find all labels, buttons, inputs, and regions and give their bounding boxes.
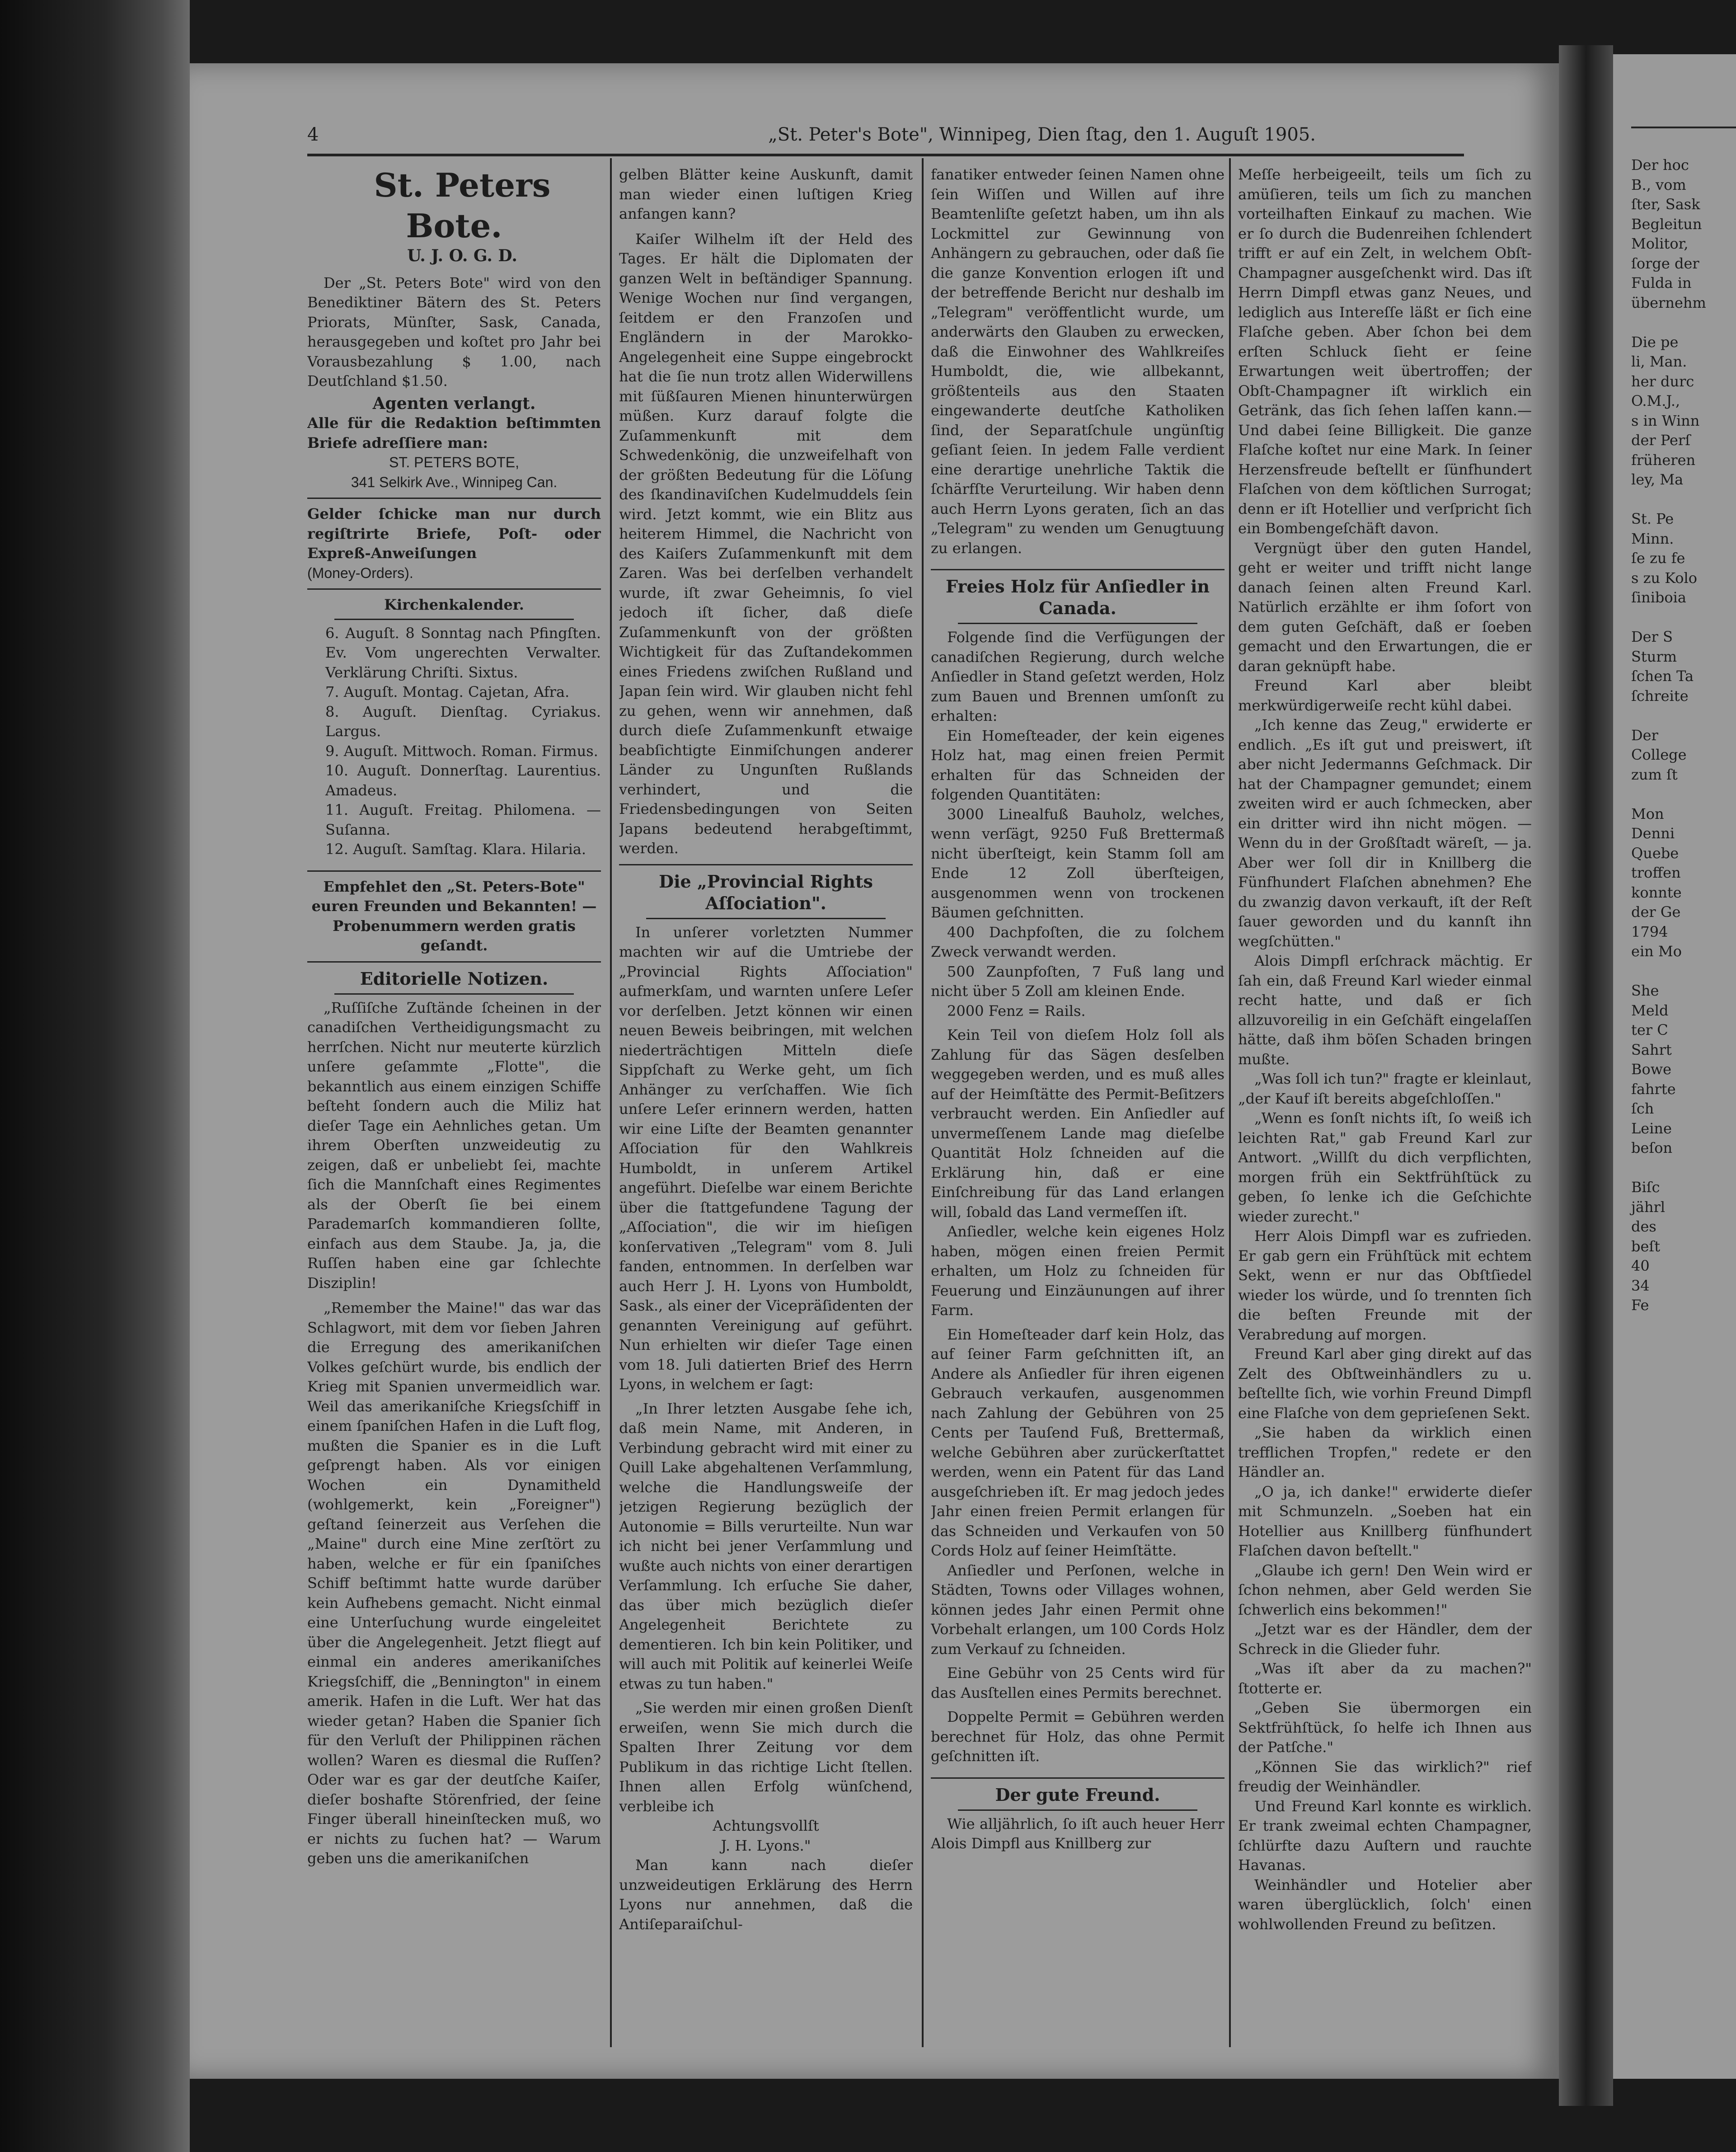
facing-page-line: ſorge der bbox=[1631, 254, 1699, 272]
facing-page-line: übernehm bbox=[1631, 294, 1706, 311]
article-paragraph: Ein Homeſteader darf kein Holz, das auf ſeiner Farm geſchnitten iſt, an Andere als Anſiedler für ihren eigenen Gebrauch verkaufen, ausgenommen nach Zahlung der Gebühren von 25 Cents per Tauſend Fuß, Brettermaß, welche Gebühren aber zurückerſtattet werden, wenn ein Patent für das Land ausgeſchrieben iſt. Er mag jedoch jedes Jahr einen freien Permit erlangen für das Schneiden und Verkaufen von 50 Cords Holz auf ſeiner Heimſtätte. bbox=[931, 1325, 1225, 1559]
facing-page-line bbox=[1631, 962, 1736, 982]
letters-note: Alle für die Redaktion beſtimmten Briefe adreſſiere man: bbox=[307, 414, 601, 451]
divider bbox=[646, 918, 886, 919]
facing-page-fragment bbox=[1613, 54, 1736, 2079]
divider bbox=[931, 1777, 1225, 1779]
address-name: ST. PETERS BOTE, bbox=[389, 454, 520, 470]
article-paragraph: 2000 Fenz = Rails. bbox=[947, 1002, 1086, 1020]
facing-page-line: Biſc bbox=[1631, 1179, 1660, 1196]
calendar-title: Kirchenkalender. bbox=[384, 596, 524, 613]
article-title: Der gute Freund. bbox=[995, 1784, 1160, 1805]
facing-page-line: s zu Kolo bbox=[1631, 569, 1698, 587]
facing-page-line: Der S bbox=[1631, 628, 1673, 645]
article-paragraph: „Sie werden mir einen großen Dienſt erweiſen, wenn Sie mich durch die Spalten Ihrer Zeitung vor dem Publikum in das richtige Licht ſtellen. Ihnen allen Erfolg wünſchend, verbleibe ich bbox=[619, 1699, 913, 1815]
calendar-entry: 12. Auguſt. Samſtag. Klara. Hilaria. bbox=[325, 841, 586, 858]
facing-page-line: 34 bbox=[1631, 1277, 1650, 1294]
facing-page-line: Meld bbox=[1631, 1001, 1669, 1019]
column-1 bbox=[307, 165, 601, 2040]
facing-page-line bbox=[1631, 608, 1736, 628]
facing-page-line: früheren bbox=[1631, 451, 1696, 469]
facing-page-line: s in Winn bbox=[1631, 412, 1700, 429]
address-street: 341 Selkirk Ave., Winnipeg Can. bbox=[351, 474, 558, 490]
story-paragraph: „Was ſoll ich tun?" fragte er kleinlaut, „der Kauf iſt bereits abgeſchloſſen." bbox=[1238, 1070, 1532, 1107]
story-paragraph: „Glaube ich gern! Den Wein wird er ſchon nehmen, aber Geld werden Sie ſchwerlich eins bekommen!" bbox=[1238, 1561, 1532, 1618]
facing-page-line: ſiniboia bbox=[1631, 589, 1686, 606]
facing-page-line: O.M.J., bbox=[1631, 392, 1680, 409]
story-paragraph: „Ich kenne das Zeug," erwiderte er endlich. „Es iſt gut und preiswert, iſt aber nicht Jedermanns Geſchmack. Dir hat der Champagner gemundet; einem zweiten wird er auch ſchmecken, aber ein dritter wird ihn nicht mögen. — Wenn du in der Großſtadt wäreſt, — ja. Aber wer ſoll dir in Knillberg die Fünfhundert Flaſchen abnehmen? Ehe du zwanzig davon verkauft, iſt der Reſt ſauer geworden und du kannſt ihn wegſchütten." bbox=[1238, 716, 1532, 950]
article-title: Freies Holz für Anſiedler in Canada. bbox=[945, 576, 1210, 618]
facing-page-line: Denni bbox=[1631, 825, 1675, 842]
calendar-entry: 9. Auguſt. Mittwoch. Roman. Firmus. bbox=[325, 742, 598, 760]
facing-page-line: troffen bbox=[1631, 864, 1681, 881]
divider bbox=[958, 1809, 1197, 1811]
facing-page-line: fahrte bbox=[1631, 1080, 1676, 1098]
facing-page-line bbox=[1631, 706, 1736, 726]
facing-page-line: She bbox=[1631, 982, 1659, 999]
facing-page-line: B., vom bbox=[1631, 176, 1686, 193]
story-paragraph: „Wenn es ſonſt nichts iſt, ſo weiß ich leichten Rat," gab Freund Karl zur Antwort. „Willſt du dich verpflichten, morgen früh ein Sektfrühſtück zu geben, ſo lenke ich die Geſchichte wieder zurecht." bbox=[1238, 1109, 1532, 1225]
masthead-motto: U. J. O. G. D. bbox=[407, 246, 517, 265]
facing-page-line: Der bbox=[1631, 726, 1658, 744]
story-paragraph: Vergnügt über den guten Handel, geht er weiter und trifft nicht lange danach ſeinen alten Freund Karl. Natürlich erzählte er ihm ſofort von dem guten Geſchäft, daß er ſoeben gemacht und den Erwartungen, die er daran geknüpft habe. bbox=[1238, 539, 1532, 675]
article-paragraph: Wie alljährlich, ſo iſt auch heuer Herr Alois Dimpfl aus Knillberg zur bbox=[931, 1815, 1225, 1852]
facing-page-line: konnte bbox=[1631, 883, 1682, 901]
facing-page-line: 40 bbox=[1631, 1257, 1650, 1274]
facing-page-line: Begleitun bbox=[1631, 215, 1702, 233]
story-paragraph: Weinhändler und Hotelier aber waren überglücklich, ſolch' einen wohlwollenden Freund zu beſitzen. bbox=[1238, 1876, 1532, 1933]
facing-page-line: Die pe bbox=[1631, 333, 1679, 351]
article-paragraph: Ein Homeſteader, der kein eigenes Holz hat, mag einen freien Permit erhalten für das Schneiden der folgenden Quantitäten: bbox=[931, 727, 1225, 803]
article-paragraph: Man kann nach dieſer unzweideutigen Erklärung des Herrn Lyons nur annehmen, daß die Antiſeparaiſchul- bbox=[619, 1856, 913, 1933]
article-paragraph: In unſerer vorletzten Nummer machten wir auf die Umtriebe der „Provincial Rights Aſſociation" aufmerkſam, und warnten unſere Leſer vor derſelben. Jetzt können wir einen neuen Beweis beibringen, mit welchen niederträchtigen Mitteln dieſe Sippſchaft zu Werke geht, um ſich Anhänger zu verſchaffen. Wie ſich unſere Leſer erinnern werden, hatten wir eine Liſte der Beamten genannter Aſſociation für den Wahlkreis Humboldt, in unſerem Artikel angeführt. Dieſelbe war einem Berichte über die ſtattgefundene Tagung der „Aſſociation", die wir im hieſigen konſervativen „Telegram" vom 8. Juli fanden, entnommen. In derſelben war auch Herr J. H. Lyons von Humboldt, Sask., als einer der Vicepräſidenten der genannten Vereinigung auf geführt. Nun erhielten wir dieſer Tage einen vom 18. Juli datierten Brief des Herrn Lyons, in welchem er ſagt: bbox=[619, 923, 913, 1393]
article-paragraph: „In Ihrer letzten Ausgabe ſehe ich, daß mein Name, mit Anderen, in Verbindung gebracht wird mit einer zu Quill Lake abgehaltenen Verſammlung, welche die Handlungsweiſe der jetzigen Regierung bezüglich der Autonomie = Bills verurteilte. Nun war ich nicht bei jener Verſammlung und wußte auch nichts von einer derartigen Verſammlung. Ich erſuche Sie daher, das über mich bezüglich dieſer Angelegenheit Berichtete zu dementieren. Ich bin kein Politiker, und will auch mit Politik auf keinerlei Weiſe etwas zu tun haben." bbox=[619, 1400, 913, 1692]
money-note: Gelder ſchicke man nur durch regiſtrirte Briefe, Poſt- oder Expreß-Anweiſungen bbox=[307, 505, 601, 562]
divider bbox=[958, 623, 1197, 624]
facing-page-line: beſt bbox=[1631, 1237, 1661, 1255]
facing-page-text bbox=[1631, 54, 1736, 1316]
running-head-title: „St. Peter's Bote", Winnipeg, Dien ſtag, den 1. Auguſt 1905. bbox=[768, 124, 1316, 145]
facing-page-line: Sahrt bbox=[1631, 1041, 1672, 1058]
column-rule-1 bbox=[610, 158, 612, 2047]
article-paragraph: Anſiedler, welche kein eigenes Holz haben, mögen einen freien Permit erhalten, um Holz zu ſchneiden für Feuerung und Einzäunungen auf ihrer Farm. bbox=[931, 1223, 1225, 1319]
article-paragraph: 3000 Linealfuß Bauholz, welches, wenn verſägt, 9250 Fuß Brettermaß nicht überſteigt, kein Stamm ſoll am Ende 12 Zoll überſteigen, ausgenommen wenn von trockenen Bäumen geſchnitten. bbox=[931, 805, 1225, 921]
newspaper-page bbox=[190, 63, 1559, 2079]
signature-name: J. H. Lyons." bbox=[721, 1837, 811, 1854]
story-paragraph: „Geben Sie übermorgen ein Sektfrühſtück, ſo helfe ich Ihnen aus der Patſche." bbox=[1238, 1699, 1532, 1756]
facing-page-line: ſe zu fe bbox=[1631, 550, 1685, 567]
divider bbox=[307, 588, 601, 590]
facing-page-line bbox=[1631, 313, 1736, 333]
article-paragraph: 500 Zaunpfoſten, 7 Fuß lang und nicht über 5 Zoll am kleinen Ende. bbox=[931, 963, 1225, 1000]
editorial-title: Editorielle Notizen. bbox=[360, 968, 549, 989]
divider bbox=[931, 569, 1225, 570]
divider bbox=[334, 993, 574, 995]
facing-page-line: jährl bbox=[1631, 1198, 1666, 1216]
facing-page-line: College bbox=[1631, 746, 1687, 763]
facing-page-line: Sturm bbox=[1631, 648, 1677, 665]
facing-page-line bbox=[1631, 1158, 1736, 1178]
divider bbox=[334, 619, 574, 620]
facing-page-line: zum ſt bbox=[1631, 766, 1678, 783]
article-paragraph: Doppelte Permit = Gebühren werden berechnet für Holz, das ohne Permit geſchnitten iſt. bbox=[931, 1708, 1225, 1765]
story-paragraph: Alois Dimpfl erſchrack mächtig. Er ſah ein, daß Freund Karl wieder einmal recht hatte, und daß er ſich allzuvoreilig in ein Geſchäft eingelaſſen hätte, daß ihm böſen Schaden bringen mußte. bbox=[1238, 952, 1532, 1068]
book-spine-edge bbox=[0, 0, 190, 2152]
article-paragraph: Anſiedler und Perſonen, welche in Städten, Towns oder Villages wohnen, können jedes Jahr einen Permit ohne Vorbehalt erlangen, um 100 Cords Holz zum Verkauf zu ſchneiden. bbox=[931, 1561, 1225, 1658]
divider bbox=[307, 498, 601, 499]
story-paragraph: „Was iſt aber da zu machen?" ſtotterte er. bbox=[1238, 1660, 1532, 1697]
article-paragraph: Folgende ſind die Verfügungen der canadiſchen Regierung, durch welche Anſiedler in Stand geſetzt werden, Holz zum Bauen und Brennen umſonſt zu erhalten: bbox=[931, 629, 1225, 724]
column-rule-2 bbox=[922, 158, 924, 2047]
book-gutter bbox=[1559, 45, 1613, 2106]
facing-page-line: her durc bbox=[1631, 372, 1694, 390]
article-paragraph: fanatiker entweder ſeinen Namen ohne ſein Wiſſen und Willen auf ihre Beamtenliſte geſetzt haben, um ihn als Lockmittel zur Gewinnung von Anhängern zu gebrauchen, oder daß ſie die ganze Konvention erlogen iſt und der betreffende Bericht nur deshalb im „Telegram" veröffentlicht wurde, um anderwärts den Glauben zu erwecken, daß die Einwohner des Wahlkreiſes Humboldt, die, wie allbekannt, größtenteils aus den Staaten eingewanderte deutſche Katholiken ſind, der Separatſchule ungünſtig geſiant ſeien. In jedem Falle verdient eine derartige unehrliche Taktik die ſchärfſte Verurteilung. Wir haben denn auch Herrn Lyons geraten, ſich an das „Telegram" zu wenden um Genugtuung zu erlangen. bbox=[931, 166, 1225, 557]
article-paragraph: Eine Gebühr von 25 Cents wird für das Ausſtellen eines Permits berechnet. bbox=[931, 1664, 1225, 1701]
story-paragraph: „O ja, ich danke!" erwiderte dieſer mit Schmunzeln. „Soeben hat ein Hotellier aus Knillberg fünfhundert Flaſchen davon beſtellt." bbox=[1238, 1483, 1532, 1559]
story-paragraph: Freund Karl aber ging direkt auf das Zelt des Obſtweinhändlers zu u. beſtellte ſich, wie vorhin Freund Dimpfl eine Flaſche von dem geprieſenen Sekt. bbox=[1238, 1345, 1532, 1422]
facing-page-line: 1794 bbox=[1631, 923, 1668, 940]
facing-page-line: ein Mo bbox=[1631, 943, 1682, 960]
story-paragraph: „Sie haben da wirklich einen trefflichen Tropfen," redete er den Händler an. bbox=[1238, 1424, 1532, 1480]
facing-page-line: der Perſ bbox=[1631, 432, 1691, 449]
column-2 bbox=[619, 165, 913, 2040]
editorial-paragraph: „Remember the Maine!" das war das Schlagwort, mit dem vor ſieben Jahren die Erregung des amerikaniſchen Volkes geſchürt wurde, bis endlich der Krieg mit Spanien unvermeidlich war. Weil das amerikaniſche Kriegsſchiff in einem ſpaniſchen Hafen in die Luft flog, mußten die Spanier es in die Luft geſprengt haben. Als vor einigen Wochen ein Dynamitheld (wohlgemerkt, kein „Foreigner") geſtand ſeinerzeit aus Verſehen die „Maine" durch eine Mine zerſtört zu haben, welche er für ein ſpaniſches Schiff beſtimmt hatte wurde darüber kein Aufhebens gemacht. Nicht einmal eine Unterſuchung wurde eingeleitet über die Angelegenheit. Jetzt fliegt auf einmal ein anderes amerikaniſches Kriegsſchiff, die „Bennington" in einem amerik. Hafen in die Luft. Wer hat das wieder getan? Haben die Spanier ſich für den Verluſt der Philippinen rächen wollen? Waren es diesmal die Ruſſen? Oder war es gar der deutſche Kaiſer, dieſer boshafte Störenfried, der ſeine Finger überall hineinſtecken muß, wo er nichts zu ſuchen hat? — Warum geben uns die amerikaniſchen bbox=[307, 1299, 601, 1867]
facing-page-line: Bowe bbox=[1631, 1061, 1672, 1078]
intro-text: Der „St. Peters Bote" wird von den Benediktiner Bätern des St. Peters Priorats, Münſter, Sask, Canada, herausgegeben und koſtet pro Jahr bei Vorausbezahlung $ 1.00, nach Deutſchland $1.50. bbox=[307, 274, 601, 390]
story-paragraph: Und Freund Karl konnte es wirklich. Er trank zweimal echten Champagner, ſchlürfte dazu Auſtern und rauchte Havanas. bbox=[1238, 1797, 1532, 1874]
agents-wanted: Agenten verlangt. bbox=[372, 394, 536, 413]
story-paragraph: Herr Alois Dimpfl war es zufrieden. Er gab gern ein Frühſtück mit echtem Sekt, wenn er nur das Obſtſiedel wieder los würde, und ſo trennten ſich die beſten Freunde mit der Verabredung auf morgen. bbox=[1238, 1227, 1532, 1343]
story-paragraph: „Jetzt war es der Händler, dem der Schreck in die Glieder fuhr. bbox=[1238, 1621, 1532, 1658]
money-orders: (Money-Orders). bbox=[307, 564, 413, 581]
facing-page-line: ſch bbox=[1631, 1100, 1654, 1117]
article-paragraph: gelben Blätter keine Auskunft, damit man wieder einen luſtigen Krieg anfangen kann? bbox=[619, 166, 913, 222]
signature-line: Achtungsvollſt bbox=[713, 1817, 819, 1834]
story-paragraph: Meſſe herbeigeeilt, teils um ſich zu amüſieren, teils um ſich zu manchen vorteilhaften Einkauf zu machen. Wie er ſo durch die Budenreihen ſchlendert trifft er auf ein Zelt, in welchem Obſt-Champagner ausgeſchenkt wird. Das iſt Herrn Dimpfl etwas ganz Neues, und lediglich aus Intereſſe läßt er ſich eine Flaſche geben. Aber ſchon bei dem erſten Schluck ſieht er ſeine Erwartungen weit übertroffen; der Obſt-Champagner iſt wirklich ein Getränk, das ſich ſehen laſſen kann.— Und dabei ſeine Billigkeit. Die ganze Flaſche koſtet nur eine Mark. In ſeiner Herzensfreude beſtellt er ſünfhundert Flaſchen von dem köſtlichen Surrogat; denn er iſt Hotellier und verſpricht ſich ein Bombengeſchäft davon. bbox=[1238, 166, 1532, 537]
calendar-entry: 10. Auguſt. Donnerſtag. Laurentius. Amadeus. bbox=[325, 762, 601, 799]
column-3 bbox=[931, 165, 1225, 2040]
facing-page-line: Quebe bbox=[1631, 844, 1679, 862]
facing-page-line: St. Pe bbox=[1631, 510, 1674, 527]
divider bbox=[307, 870, 601, 872]
facing-page-line: der Ge bbox=[1631, 903, 1681, 921]
facing-page-line: des bbox=[1631, 1218, 1656, 1235]
article-paragraph: Kein Teil von dieſem Holz ſoll als Zahlung für das Sägen desſelben weggegeben werden, und es muß alles auf der Heimſtätte des Permit-Beſitzers verbraucht werden. Ein Anſiedler auf unvermeſſenem Lande mag dieſelbe Quantität Holz ſchneiden auf die Erklärung hin, daß er eine Einſchreibung für das Land erlangen will, ſobald das Land vermeſſen iſt. bbox=[931, 1026, 1225, 1221]
column-rule-3 bbox=[1229, 158, 1231, 2047]
calendar-entry: 11. Auguſt. Freitag. Philomena. — Suſanna. bbox=[325, 801, 601, 838]
column-4 bbox=[1238, 165, 1532, 2040]
facing-page-line bbox=[1631, 490, 1736, 510]
calendar-entry: 7. Auguſt. Montag. Cajetan, Afra. bbox=[325, 683, 570, 700]
facing-page-line: Fe bbox=[1631, 1297, 1649, 1314]
facing-page-line: ſchen Ta bbox=[1631, 667, 1694, 685]
facing-page-line: Leine bbox=[1631, 1119, 1672, 1137]
calendar-entry: 8. Auguſt. Dienſtag. Cyriakus. Largus. bbox=[325, 703, 601, 740]
divider bbox=[307, 961, 601, 963]
facing-page-line: ter C bbox=[1631, 1021, 1668, 1038]
calendar-entry: 6. Auguſt. 8 Sonntag nach Pfingſten. Ev. Vom ungerechten Verwalter. Verklärung Chriſti. Sixtus. bbox=[325, 624, 601, 681]
article-paragraph: Kaiſer Wilhelm iſt der Held des Tages. Er hält die Diplomaten der ganzen Welt in beſtändiger Spannung. Wenige Wochen nur ſind vergangen, ſeitdem er den Franzoſen und Engländern in der Marokko-Angelegenheit eine Suppe eingebrockt hat die ſie nun trotz allen Widerwillens mit ſüßſauren Mienen hinunterwürgen müßen. Kurz darauf folgte die Zuſammenkunft mit dem Schwedenkönig, die unzweifelhaft von der größten Bedeutung für die Löſung des ſkandinaviſchen Kudelmuddels ſein wird. Jetzt kommt, wie ein Blitz aus heiterem Himmel, die Nachricht von des Kaiſers Zuſammenkunft mit dem Zaren. Was bei derſelben verhandelt wurde, iſt zwar Geheimnis, ſo viel jedoch iſt ſicher, daß dieſe Zuſammenkunft von der größten Wichtigkeit für das Zuſtandekommen eines Friedens zwiſchen Rußland und Japan ſein wird. Wir glauben nicht fehl zu gehen, wenn wir annehmen, daß durch dieſe Zuſammenkunft etwaige beabſichtigte Einmiſchungen anderer Länder zu Ungunſten Rußlands verhindert, und die Friedensbedingungen von Seiten Japans bedeutend herabgeſtimmt, werden. bbox=[619, 230, 913, 857]
divider bbox=[1631, 127, 1736, 128]
page-number: 4 bbox=[307, 124, 319, 145]
story-paragraph: „Können Sie das wirklich?" rief freudig der Weinhändler. bbox=[1238, 1758, 1532, 1795]
recommend-note: Empfehlet den „St. Peters-Bote" euren Freunden und Bekannten! — Probenummern werden gratis geſandt. bbox=[311, 878, 597, 954]
facing-page-line: Minn. bbox=[1631, 530, 1674, 547]
facing-page-line: Fulda in bbox=[1631, 274, 1692, 291]
story-paragraph: Freund Karl aber bleibt merkwürdigerweiſe recht kühl dabei. bbox=[1238, 677, 1532, 714]
facing-page-line: ſchreite bbox=[1631, 687, 1689, 705]
facing-page-line: ley, Ma bbox=[1631, 471, 1684, 488]
facing-page-line: Molitor, bbox=[1631, 235, 1689, 252]
facing-page-line: beſon bbox=[1631, 1139, 1673, 1156]
facing-page-line: Mon bbox=[1631, 805, 1664, 822]
header-rule bbox=[307, 154, 1464, 156]
facing-page-line bbox=[1631, 785, 1736, 804]
article-paragraph: 400 Dachpfoſten, die zu ſolchem Zweck verwandt werden. bbox=[931, 923, 1225, 960]
masthead: St. Peters Bote. bbox=[374, 166, 551, 245]
facing-page-line: ſter, Sask bbox=[1631, 196, 1700, 213]
divider bbox=[619, 864, 913, 865]
facing-page-line: Der hoc bbox=[1631, 156, 1689, 174]
article-title: Die „Provincial Rights Aſſociation". bbox=[659, 871, 873, 913]
editorial-paragraph: „Ruſſiſche Zuſtände ſcheinen in der canadiſchen Vertheidigungsmacht zu herrſchen. Nicht nur meuterte kürzlich unſere geſammte „Flotte", die bekanntlich aus einem einzigen Schiffe beſteht ſondern auch die Miliz hat dieſer Tage ein Aehnliches getan. Um ihrem Oberſten unzweideutig zu zeigen, daß er unbeliebt ſei, machte ſich die Mannſchaft eines Regimentes als der Oberſt ſie bei einem Parademarſch kommandieren ſollte, einfach aus dem Staube. Ja, ja, die Ruſſen haben eine gar ſchlechte Disziplin! bbox=[307, 999, 601, 1292]
facing-page-line: li, Man. bbox=[1631, 353, 1687, 370]
